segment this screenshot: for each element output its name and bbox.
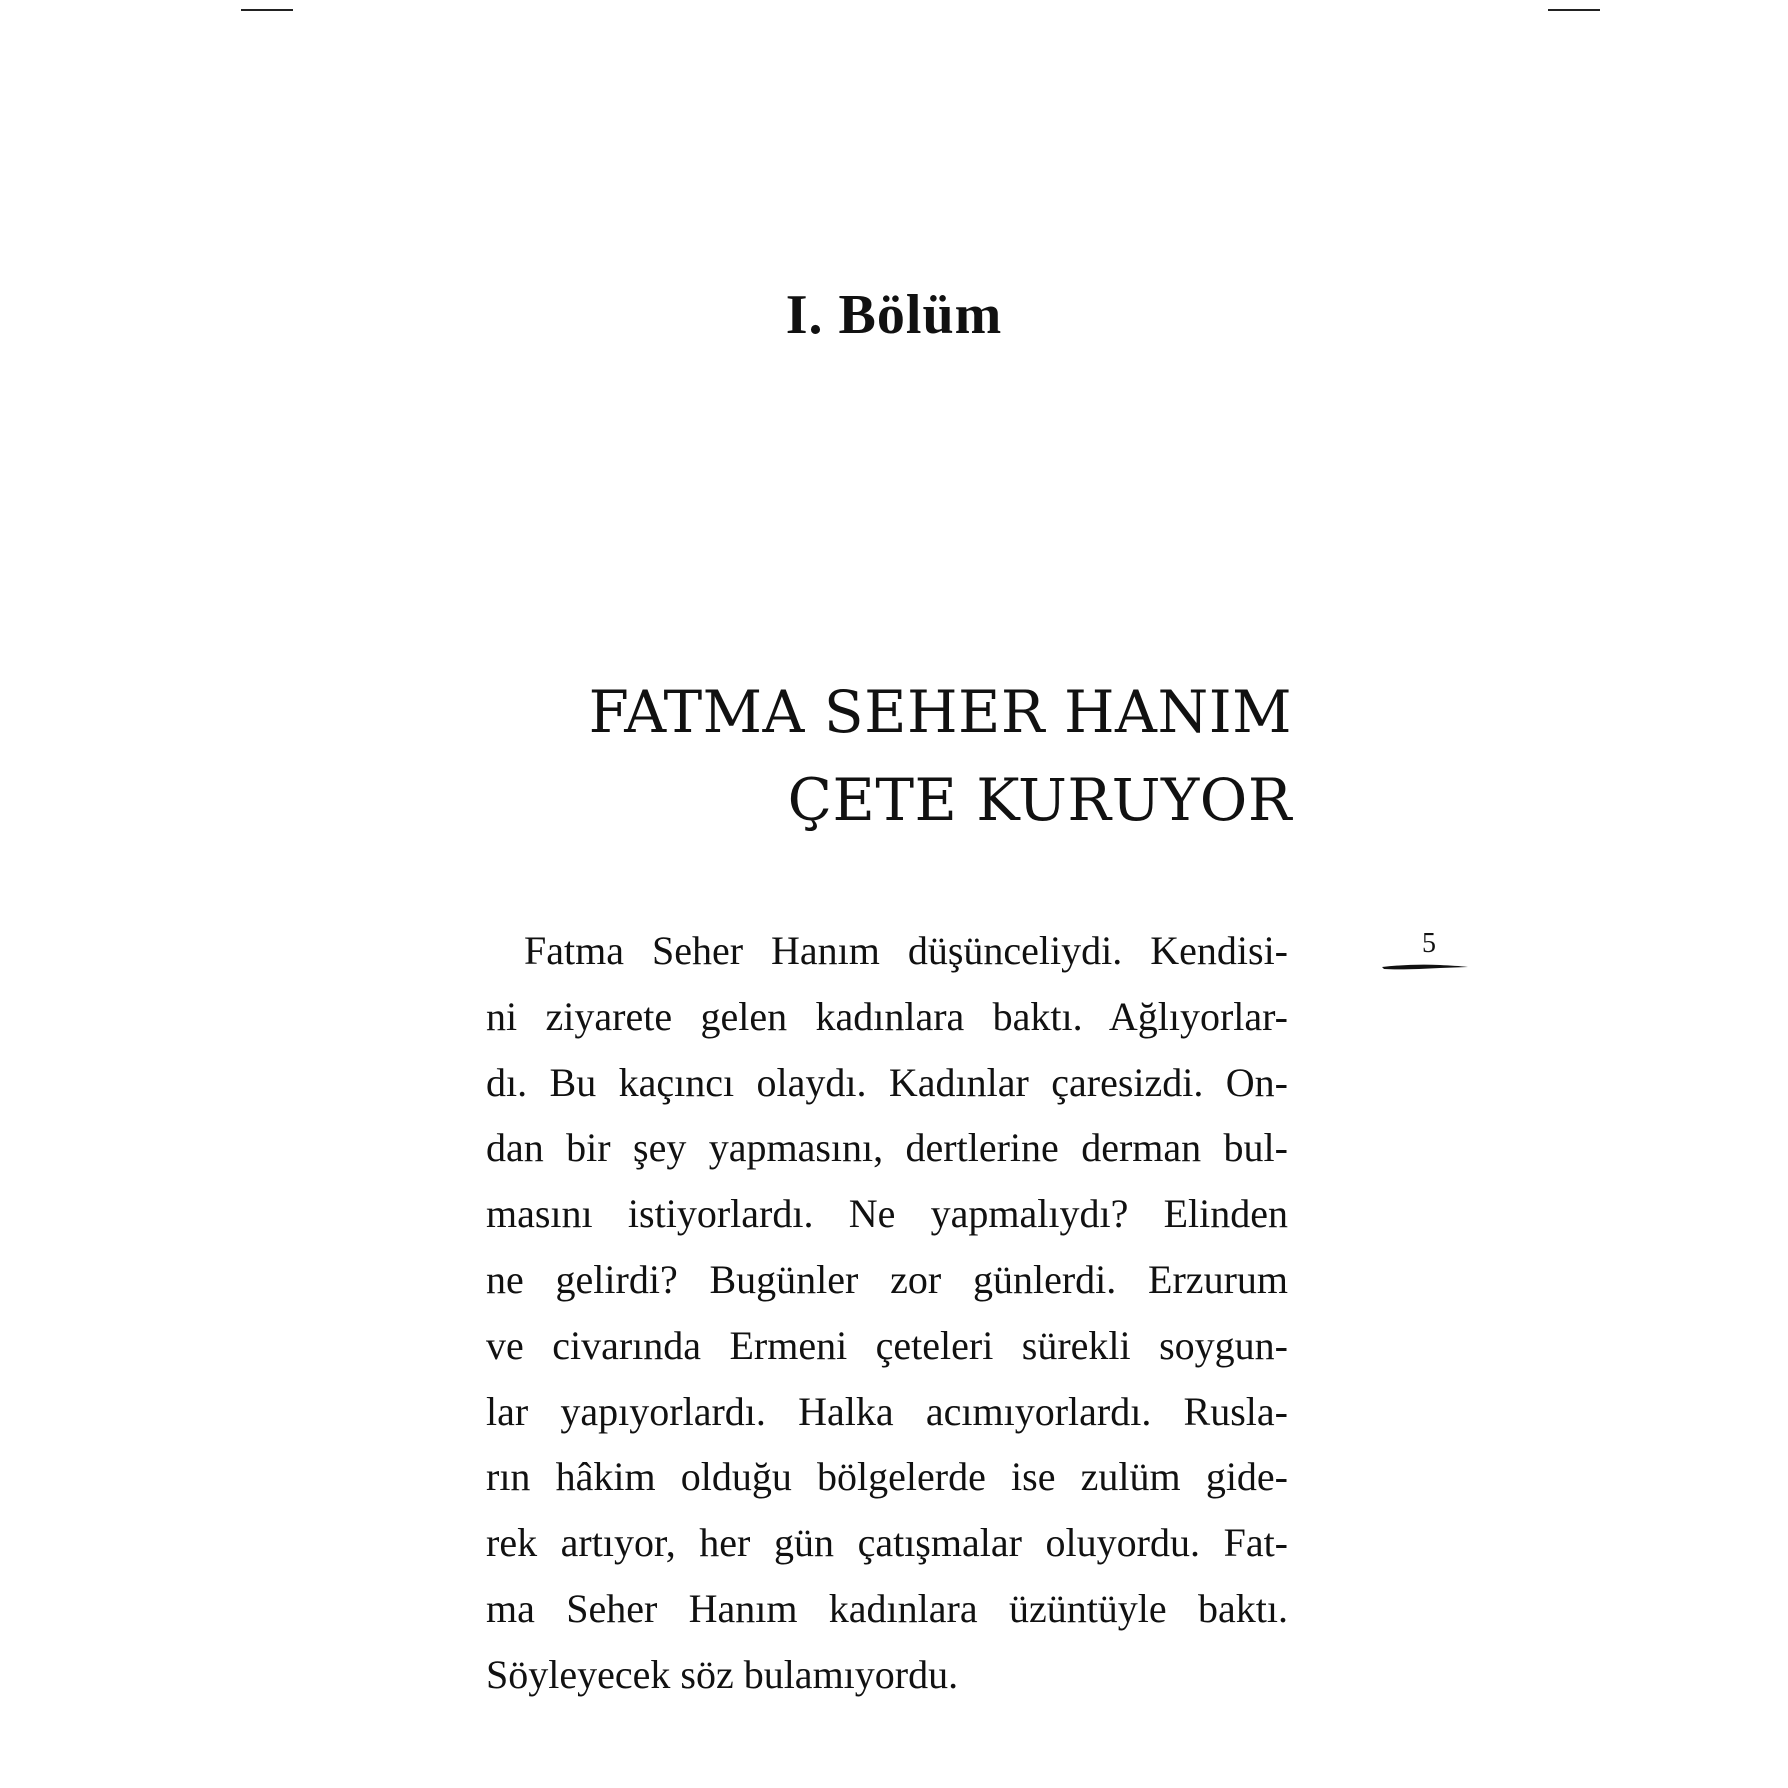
body-line: ve civarında Ermeni çeteleri sürekli soygun- bbox=[486, 1322, 1288, 1368]
body-line: Fatma Seher Hanım düşünceliydi. Kendisi- bbox=[524, 928, 1288, 973]
chapter-title-line-1: FATMA SEHER HANIM bbox=[588, 678, 1292, 746]
page-number-value: 5 bbox=[1422, 928, 1436, 959]
body-line: rek artıyor, her gün çatışmalar oluyordu. Fat- bbox=[486, 1520, 1288, 1566]
crop-mark-top-left bbox=[241, 9, 293, 11]
chapter-body-paragraph bbox=[486, 918, 1288, 1708]
body-line: Söyleyecek söz bulamıyordu. bbox=[486, 1651, 959, 1697]
body-line: dan bir şey yapmasını, dertlerine derman bul- bbox=[486, 1125, 1288, 1171]
page-number bbox=[1380, 928, 1480, 978]
chapter-title bbox=[460, 668, 1292, 844]
body-line: ma Seher Hanım kadınlara üzüntüyle baktı. bbox=[486, 1585, 1288, 1631]
part-title: I. Bölüm bbox=[785, 284, 1003, 346]
body-line: dı. Bu kaçıncı olaydı. Kadınlar çaresizdi. On- bbox=[486, 1059, 1288, 1105]
body-line: ne gelirdi? Bugünler zor günlerdi. Erzurum bbox=[486, 1256, 1288, 1302]
body-line: ni ziyarete gelen kadınlara baktı. Ağlıyorlar- bbox=[486, 993, 1288, 1039]
body-line: lar yapıyorlardı. Halka acımıyorlardı. Rusla- bbox=[486, 1388, 1288, 1434]
body-line: rın hâkim olduğu bölgelerde ise zulüm gide- bbox=[486, 1454, 1288, 1500]
chapter-title-line-2: ÇETE KURUYOR bbox=[787, 766, 1292, 834]
body-line: masını istiyorlardı. Ne yapmalıydı? Elinden bbox=[486, 1191, 1288, 1237]
page-number-brush-stroke-icon bbox=[1380, 958, 1470, 974]
crop-mark-top-right bbox=[1548, 9, 1600, 11]
